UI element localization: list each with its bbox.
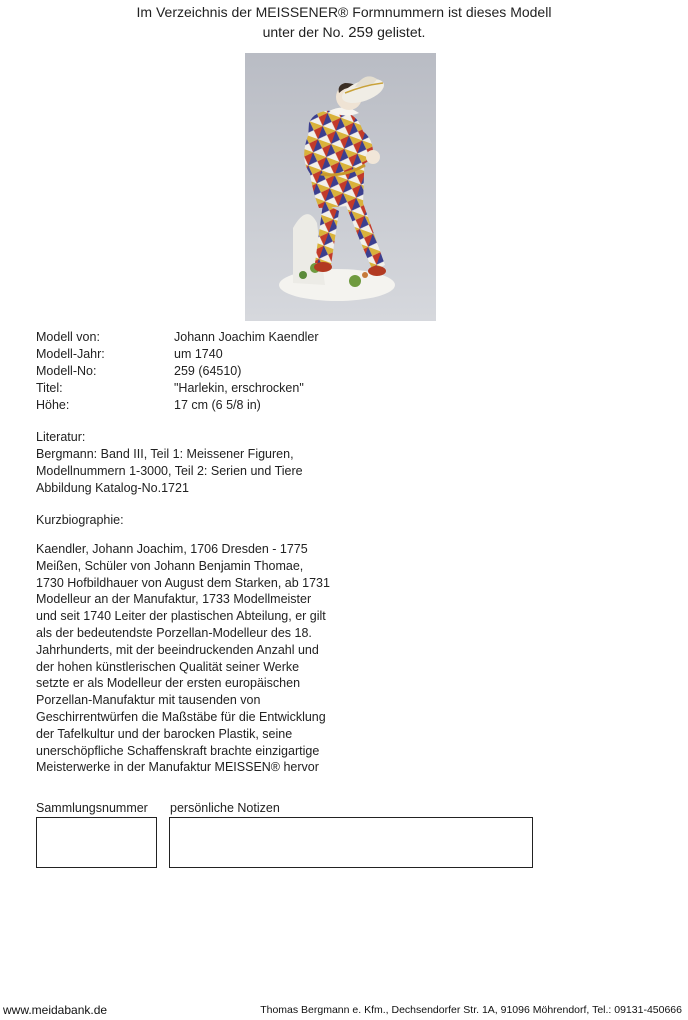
biography-text xyxy=(36,541,336,776)
biography-line: und seit 1740 Leiter der plastischen Abteilung, er gilt xyxy=(36,609,326,624)
biography-line: 1730 Hofbildhauer von August dem Starken, ab 1731 xyxy=(36,575,330,590)
notizen-field[interactable] xyxy=(169,817,533,868)
biography-line: Porzellan-Manufaktur mit tausenden von xyxy=(36,693,261,708)
notizen-label: persönliche Notizen xyxy=(170,801,280,815)
footer-website: www.meidabank.de xyxy=(3,1003,108,1017)
detail-row xyxy=(36,380,474,397)
biography-line: Kaendler, Johann Joachim, 1706 Dresden - 1775 xyxy=(36,542,308,556)
model-number: 259 xyxy=(348,24,374,41)
detail-label: Modell-No: xyxy=(36,364,97,378)
detail-label: Höhe: xyxy=(36,398,70,412)
header-line-2-pre: unter der No. xyxy=(262,24,345,40)
biography-line: Meisterwerke in der Manufaktur MEISSEN® hervor xyxy=(36,760,319,775)
header-line-2 xyxy=(0,22,688,43)
literature-heading: Literatur: xyxy=(36,430,86,444)
biography-line: setzte er als Modelleur der ersten europäischen xyxy=(36,676,301,691)
detail-value: "Harlekin, erschrocken" xyxy=(174,381,304,395)
biography-line: Jahrhunderts, mit der beeindruckenden Anzahl und xyxy=(36,642,319,657)
biography-line: Modelleur an der Manufaktur, 1733 Modellmeister xyxy=(36,592,312,607)
literature-line: Modellnummern 1-3000, Teil 2: Serien und Tiere xyxy=(36,464,303,478)
detail-value: 259 (64510) xyxy=(174,364,242,378)
model-details xyxy=(36,329,474,414)
biography-line: Geschirrentwürfen die Maßstäbe für die Entwicklung xyxy=(36,709,326,724)
literature-line: Bergmann: Band III, Teil 1: Meissener Figuren, xyxy=(36,447,294,461)
detail-value: 17 cm (6 5/8 in) xyxy=(174,398,261,412)
biography-line: der Tafelkultur und der barocken Plastik, seine xyxy=(36,726,293,741)
biography-line: Meißen, Schüler von Johann Benjamin Thomae, xyxy=(36,558,304,573)
header-line-2-post: gelistet. xyxy=(377,24,426,40)
detail-value: Johann Joachim Kaendler xyxy=(174,330,319,344)
sammlungsnummer-label: Sammlungsnummer xyxy=(36,801,148,815)
detail-label: Modell von: xyxy=(36,330,100,344)
detail-label: Titel: xyxy=(36,381,63,395)
literature-section xyxy=(36,429,336,497)
header-line-1: Im Verzeichnis der MEISSENER® Formnummern ist dieses Modell xyxy=(136,4,552,20)
biography-line: als der bedeutendste Porzellan-Modelleur des 18. xyxy=(36,625,312,640)
biography-line: unerschöpfliche Schaffenskraft brachte einzigartige xyxy=(36,743,320,758)
figurine-photo xyxy=(245,53,436,321)
detail-row xyxy=(36,329,474,346)
detail-row xyxy=(36,397,474,414)
literature-line: Abbildung Katalog-No.1721 xyxy=(36,481,189,495)
detail-label: Modell-Jahr: xyxy=(36,347,105,361)
detail-row xyxy=(36,363,474,380)
biography-line: der hohen künstlerischen Qualität seiner Werke xyxy=(36,659,300,674)
biography-heading: Kurzbiographie: xyxy=(36,513,124,527)
sammlungsnummer-field[interactable] xyxy=(36,817,157,868)
detail-value: um 1740 xyxy=(174,347,223,361)
detail-row xyxy=(36,346,474,363)
footer-address: Thomas Bergmann e. Kfm., Dechsendorfer Str. 1A, 91096 Möhrendorf, Tel.: 09131-450666 xyxy=(260,1004,682,1016)
